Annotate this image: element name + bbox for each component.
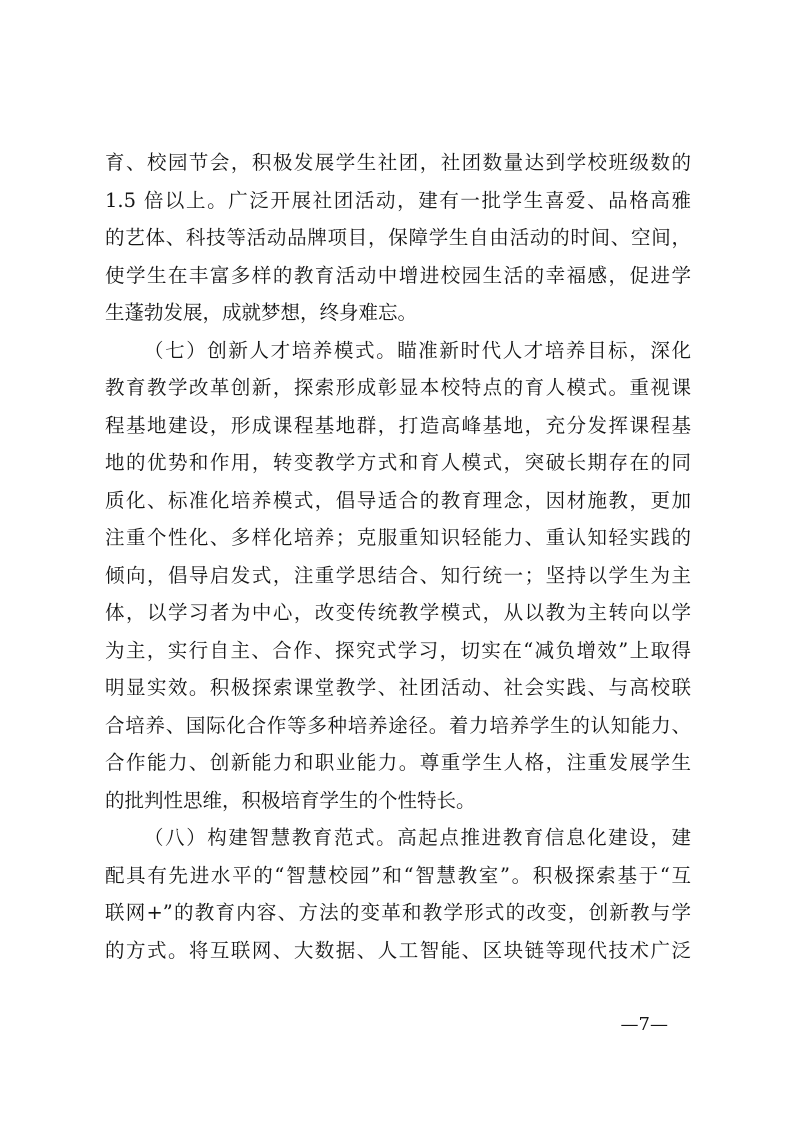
text-line: 倾向，倡导启发式，注重学思结合、知行统一；坚持以学生为主: [105, 563, 691, 587]
section-8-heading-line: （八）构建智慧教育范式。高起点推进教育信息化建设，建: [144, 826, 691, 849]
text-line: 地的优势和作用，转变教学方式和育人模式，突破长期存在的同: [105, 451, 691, 474]
section-7-heading-line: （七）创新人才培养模式。瞄准新时代人才培养目标，深化: [144, 338, 691, 362]
text-line: 为主，实行自主、合作、探究式学习，切实在“减负增效”上取得: [105, 638, 691, 662]
text-line: 的艺体、科技等活动品牌项目，保障学生自由活动的时间、空间，: [105, 226, 691, 249]
text-line: 体，以学习者为中心，改变传统教学模式，从以教为主转向以学: [105, 601, 691, 624]
text-line: 合作能力、创新能力和职业能力。尊重学生人格，注重发展学生: [105, 751, 691, 774]
text-line: 合培养、国际化合作等多种培养途径。着力培养学生的认知能力、: [105, 713, 691, 737]
text-line: 明显实效。积极探索课堂教学、社团活动、社会实践、与高校联: [105, 676, 691, 699]
text-line: 质化、标准化培养模式，倡导适合的教育理念，因材施教，更加: [105, 488, 691, 512]
text-line: 1.5 倍以上。广泛开展社团活动，建有一批学生喜爱、品格高雅: [105, 188, 691, 212]
text-line: 使学生在丰富多样的教育活动中增进校园生活的幸福感，促进学: [105, 263, 691, 287]
text-line: 生蓬勃发展，成就梦想，终身难忘。: [105, 301, 418, 324]
text-line: 育、校园节会，积极发展学生社团，社团数量达到学校班级数的: [105, 151, 691, 174]
text-line: 的方式。将互联网、大数据、人工智能、区块链等现代技术广泛: [105, 938, 691, 962]
text-line: 教育教学改革创新，探索形成彰显本校特点的育人模式。重视课: [105, 376, 691, 399]
page-number: —7—: [620, 1014, 668, 1035]
text-line: 配具有先进水平的“智慧校园”和“智慧教室”。积极探索基于“互: [105, 863, 691, 887]
body-text: [105, 144, 691, 969]
text-line: 联网+”的教育内容、方法的变革和教学形式的改变，创新教与学: [105, 901, 691, 924]
text-line: 的批判性思维，积极培育学生的个性特长。: [105, 788, 476, 812]
text-line: 程基地建设，形成课程基地群，打造高峰基地，充分发挥课程基: [105, 413, 691, 437]
text-line: 注重个性化、多样化培养；克服重知识轻能力、重认知轻实践的: [105, 526, 691, 549]
